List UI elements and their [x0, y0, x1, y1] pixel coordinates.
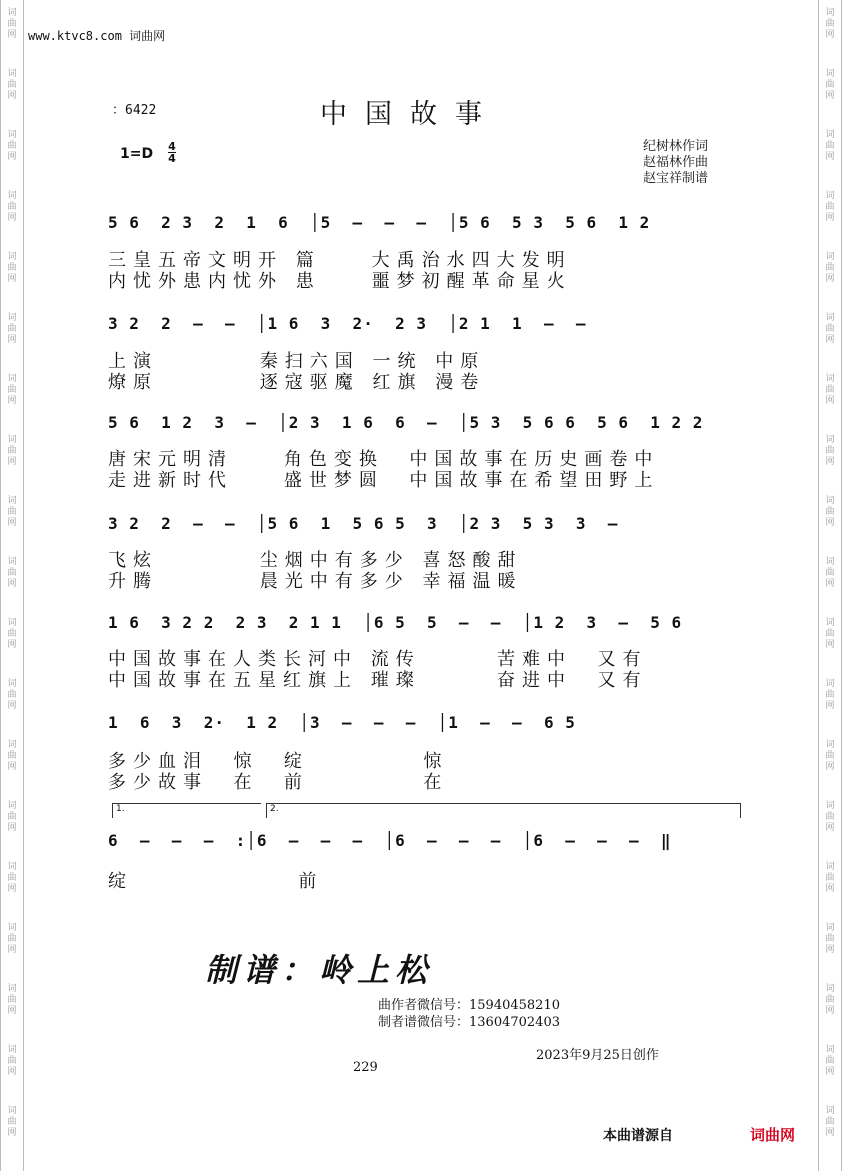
score-row [108, 825, 742, 865]
lyric-line: 多少血泪 惊 绽 惊 [108, 751, 449, 772]
lyric-line: 三皇五帝文明开 篇 大禹治水四大发明 [108, 250, 572, 271]
source-label: 本曲谱源自 [603, 1128, 673, 1144]
lyric-line: 走进新时代 盛世梦圆 中国故事在希望田野上 [108, 470, 660, 491]
lyric-line: 唐宋元明清 角色变换 中国故事在历史画卷中 [108, 449, 660, 470]
watermark-text: 词 曲 网 [825, 740, 835, 772]
lyric-line: 多少故事 在 前 在 [108, 772, 449, 793]
watermark-text: 词 曲 网 [825, 69, 835, 101]
watermark-text: 词 曲 网 [825, 8, 835, 40]
watermark-text: 词 曲 网 [825, 130, 835, 162]
watermark-text: 词 曲 网 [825, 862, 835, 894]
score-id: ：6422 [112, 103, 157, 118]
score-row [108, 407, 742, 447]
composer-wechat: 曲作者微信号：15940458210 [378, 998, 560, 1013]
watermark-text: 词 曲 网 [7, 69, 17, 101]
lyric-line: 中国故事在人类长河中 流传 苦难中 又有 [108, 649, 648, 670]
creation-date: 2023年9月25日创作 [536, 1048, 659, 1063]
score-row [108, 607, 742, 647]
watermark-text: 词 曲 网 [7, 923, 17, 955]
source-brand-link[interactable]: 词曲网 [750, 1126, 796, 1144]
watermark-text: 词 曲 网 [825, 1106, 835, 1138]
lyric-line: 中国故事在五星红旗上 璀璨 奋进中 又有 [108, 670, 648, 691]
watermark-text: 词 曲 网 [7, 618, 17, 650]
watermark-text: 词 曲 网 [7, 740, 17, 772]
notation-line: 3 2 2 – – │1 6 3 2· 2 3 │2 1 1 – – [108, 314, 587, 333]
arranger-wechat: 制者谱微信号：13604702403 [378, 1015, 560, 1030]
watermark-text: 词 曲 网 [825, 679, 835, 711]
notation-line: 5 6 2 3 2 1 6 │5 – – – │5 6 5 3 5 6 1 2 [108, 213, 651, 232]
time-sig-bottom: 4 [168, 152, 176, 165]
volta-second-ending: 2. [266, 803, 741, 818]
watermark-text: 词 曲 网 [7, 191, 17, 223]
watermark-text: 词 曲 网 [825, 1045, 835, 1077]
watermark-text: 词 曲 网 [825, 191, 835, 223]
score-row [108, 707, 742, 747]
watermark-text: 词 曲 网 [7, 862, 17, 894]
arranger-credit: 赵宝祥制谱 [643, 171, 709, 186]
lyric-line: 内忧外患内忧外 患 噩梦初醒革命星火 [108, 271, 572, 292]
watermark-text: 词 曲 网 [825, 252, 835, 284]
watermark-text: 词 曲 网 [7, 679, 17, 711]
watermark-text: 词 曲 网 [825, 313, 835, 345]
notation-line: 6 – – – :│6 – – – │6 – – – │6 – – – ‖ [108, 831, 672, 850]
watermark-text: 词 曲 网 [825, 374, 835, 406]
watermark-text: 词 曲 网 [7, 8, 17, 40]
watermark-text: 词 曲 网 [7, 252, 17, 284]
score-row [108, 308, 742, 348]
watermark-text: 词 曲 网 [825, 618, 835, 650]
page-number: 229 [353, 1060, 378, 1075]
song-title: 中国故事 [320, 99, 500, 130]
notation-line: 3 2 2 – – │5 6 1 5 6 5 3 │2 3 5 3 3 – [108, 514, 619, 533]
score-row [108, 508, 742, 548]
lyric-line: 燎原 逐寇驱魔 红旗 漫卷 [108, 372, 486, 393]
watermark-text: 词 曲 网 [7, 313, 17, 345]
notation-line: 1 6 3 2· 1 2 │3 – – – │1 – – 6 5 [108, 713, 576, 732]
watermark-text: 词 曲 网 [825, 435, 835, 467]
watermark-text: 词 曲 网 [7, 435, 17, 467]
score-row [108, 207, 742, 247]
lyric-line: 升腾 晨光中有多少 幸福温暖 [108, 571, 523, 592]
lyric-line: 上演 秦扫六国 一统 中原 [108, 351, 486, 372]
watermark-text: 词 曲 网 [825, 801, 835, 833]
watermark-text: 词 曲 网 [7, 801, 17, 833]
watermark-text: 词 曲 网 [7, 374, 17, 406]
site-header: www.ktvc8.com 词曲网 [28, 29, 166, 43]
watermark-text: 词 曲 网 [825, 984, 835, 1016]
key-signature: 1=D [120, 146, 154, 162]
watermark-text: 词 曲 网 [7, 496, 17, 528]
notation-line: 1 6 3 2 2 2 3 2 1 1 │6 5 5 – – │1 2 3 – 5 6 [108, 613, 683, 632]
watermark-text: 词 曲 网 [7, 1106, 17, 1138]
time-signature [168, 141, 176, 164]
watermark-text: 词 曲 网 [7, 130, 17, 162]
watermark-text: 词 曲 网 [825, 496, 835, 528]
watermark-text: 词 曲 网 [7, 557, 17, 589]
time-sig-top: 4 [168, 140, 176, 153]
watermark-text: 词 曲 网 [825, 557, 835, 589]
notation-line: 5 6 1 2 3 – │2 3 1 6 6 – │5 3 5 6 6 5 6 1 2 2 [108, 413, 704, 432]
volta-first-ending: 1. [112, 803, 261, 818]
lyric-line: 绽 前 [108, 871, 324, 892]
lyric-line: 飞炫 尘烟中有多少 喜怒酸甜 [108, 550, 523, 571]
watermark-text: 词 曲 网 [7, 1045, 17, 1077]
composer-credit: 赵福林作曲 [643, 155, 709, 170]
lyricist-credit: 纪树林作词 [643, 139, 709, 154]
arranger-signature: 制谱：岭上松 [205, 951, 434, 989]
watermark-text: 词 曲 网 [7, 984, 17, 1016]
watermark-text: 词 曲 网 [825, 923, 835, 955]
